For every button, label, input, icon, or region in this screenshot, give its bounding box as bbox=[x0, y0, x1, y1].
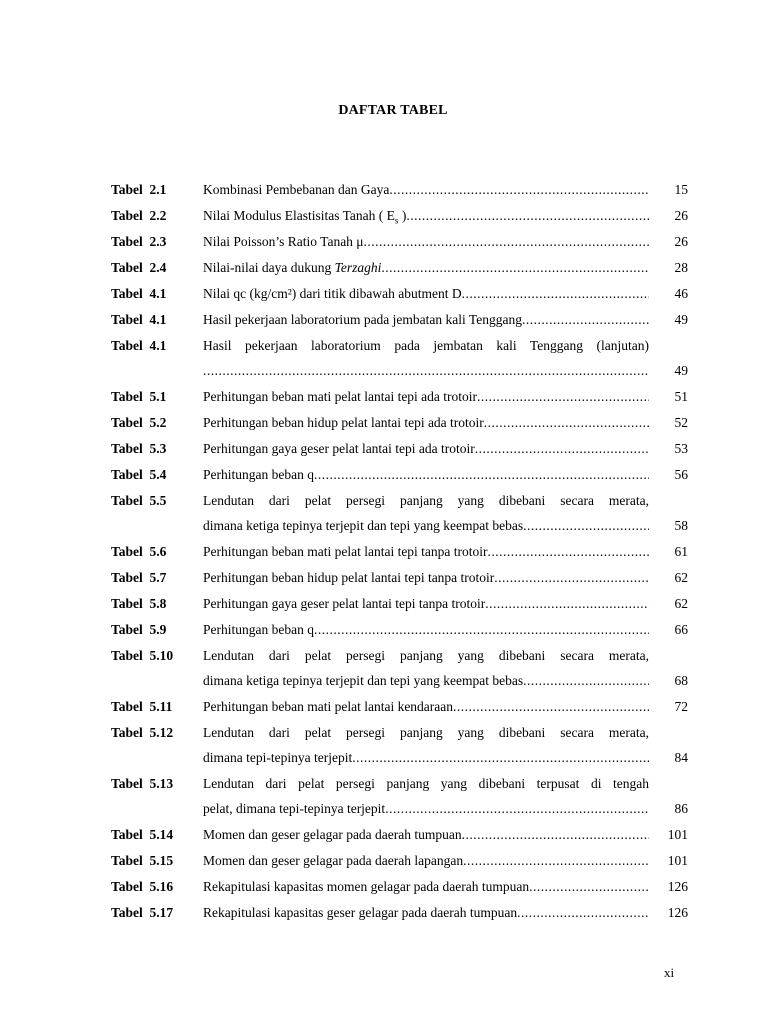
table-caption bbox=[203, 821, 649, 847]
table-label: Tabel 2.2 bbox=[111, 208, 167, 223]
caption-text: Momen dan geser gelagar pada daerah tumpuan bbox=[203, 827, 462, 842]
caption-line bbox=[203, 565, 649, 590]
dot-leader bbox=[314, 617, 649, 642]
page-ref: 66 bbox=[674, 622, 688, 637]
caption-line bbox=[203, 410, 649, 435]
caption-text: Perhitungan beban q bbox=[203, 622, 314, 637]
dot-leader bbox=[488, 539, 649, 564]
page-ref: 101 bbox=[667, 827, 688, 842]
table-caption bbox=[203, 693, 649, 719]
caption-text: Perhitungan gaya geser pelat lantai tepi tanpa trotoir bbox=[203, 596, 486, 611]
table-label: Tabel 2.4 bbox=[111, 260, 167, 275]
caption-text: Nilai qc (kg/cm²) dari titik dibawah abutment D bbox=[203, 286, 462, 301]
caption-line: Lendutan dari pelat persegi panjang yang dibebani secara merata, bbox=[203, 725, 649, 740]
caption-text: Kombinasi Pembebanan dan Gaya bbox=[203, 182, 390, 197]
table-caption bbox=[203, 332, 649, 383]
caption-text: Rekapitulasi kapasitas momen gelagar pada daerah tumpuan bbox=[203, 879, 530, 894]
caption-line bbox=[203, 796, 649, 821]
dot-leader bbox=[462, 822, 649, 847]
caption-text: Perhitungan gaya geser pelat lantai tepi ada trotoir bbox=[203, 441, 475, 456]
caption-text bbox=[203, 203, 406, 228]
caption-line bbox=[203, 539, 649, 564]
caption-line bbox=[203, 358, 649, 383]
caption-text: Perhitungan beban hidup pelat lantai tepi tanpa trotoir bbox=[203, 570, 495, 585]
toc-entry bbox=[111, 332, 691, 383]
toc-entry bbox=[111, 642, 691, 693]
page-ref: 53 bbox=[674, 441, 688, 456]
page-ref: 26 bbox=[674, 208, 688, 223]
caption-text: dimana ketiga tepinya terjepit dan tepi yang keempat bebas bbox=[203, 518, 524, 533]
toc-entry bbox=[111, 873, 691, 899]
caption-line bbox=[203, 745, 649, 770]
page-title: DAFTAR TABEL bbox=[338, 103, 448, 118]
dot-leader bbox=[494, 565, 649, 590]
toc-entry bbox=[111, 564, 691, 590]
table-label: Tabel 5.16 bbox=[111, 879, 174, 894]
caption-text: dimana ketiga tepinya terjepit dan tepi yang keempat bebas bbox=[203, 673, 524, 688]
table-caption bbox=[203, 616, 649, 642]
toc-entry bbox=[111, 202, 691, 228]
table-caption bbox=[203, 176, 649, 202]
caption-line bbox=[203, 874, 649, 899]
dot-leader bbox=[381, 255, 649, 280]
caption-text-part: Nilai-nilai daya dukung bbox=[203, 260, 335, 275]
caption-line bbox=[203, 462, 649, 487]
caption-line bbox=[203, 591, 649, 616]
page-ref: 28 bbox=[674, 260, 688, 275]
toc-entry bbox=[111, 409, 691, 435]
toc-entry bbox=[111, 616, 691, 642]
page-ref: 86 bbox=[674, 801, 688, 816]
toc-entry bbox=[111, 770, 691, 821]
caption-line: Lendutan dari pelat persegi panjang yang dibebani secara merata, bbox=[203, 648, 649, 663]
table-caption bbox=[203, 642, 649, 693]
table-caption bbox=[203, 435, 649, 461]
caption-text-part: ) bbox=[398, 208, 407, 223]
caption-line bbox=[203, 900, 649, 925]
dot-leader bbox=[475, 436, 649, 461]
table-caption bbox=[203, 383, 649, 409]
dot-leader bbox=[406, 203, 649, 228]
dot-leader bbox=[517, 900, 649, 925]
caption-line bbox=[203, 848, 649, 873]
page-ref: 62 bbox=[674, 570, 688, 585]
caption-line: Lendutan dari pelat persegi panjang yang dibebani terpusat di tengah bbox=[203, 776, 649, 791]
table-caption bbox=[203, 202, 649, 228]
caption-line bbox=[203, 229, 649, 254]
page-ref: 52 bbox=[674, 415, 688, 430]
table-label: Tabel 5.17 bbox=[111, 905, 174, 920]
caption-line bbox=[203, 513, 649, 538]
dot-leader bbox=[463, 848, 649, 873]
caption-text: Perhitungan beban q bbox=[203, 467, 314, 482]
caption-line bbox=[203, 668, 649, 693]
caption-italic: Terzaghi bbox=[334, 260, 382, 275]
dot-leader bbox=[523, 668, 649, 693]
page-ref: 68 bbox=[674, 673, 688, 688]
dot-leader bbox=[523, 513, 649, 538]
table-label: Tabel 4.1 bbox=[111, 286, 167, 301]
caption-line bbox=[203, 617, 649, 642]
table-caption bbox=[203, 719, 649, 770]
caption-line bbox=[203, 281, 649, 306]
dot-leader bbox=[352, 745, 649, 770]
caption-text: pelat, dimana tepi-tepinya terjepit bbox=[203, 801, 386, 816]
page-ref: 51 bbox=[674, 389, 688, 404]
dot-leader bbox=[477, 384, 649, 409]
table-caption bbox=[203, 590, 649, 616]
dot-leader bbox=[485, 591, 649, 616]
toc-entry bbox=[111, 847, 691, 873]
table-caption bbox=[203, 873, 649, 899]
caption-text: Perhitungan beban hidup pelat lantai tepi ada trotoir bbox=[203, 415, 484, 430]
caption-text bbox=[203, 255, 381, 280]
table-label: Tabel 2.1 bbox=[111, 182, 167, 197]
dot-leader bbox=[529, 874, 649, 899]
dot-leader bbox=[522, 307, 649, 332]
caption-text: Perhitungan beban mati pelat lantai tepi tanpa trotoir bbox=[203, 544, 488, 559]
caption-subscript: s bbox=[394, 215, 399, 226]
toc-entry bbox=[111, 383, 691, 409]
table-label: Tabel 5.14 bbox=[111, 827, 174, 842]
table-label: Tabel 5.13 bbox=[111, 776, 174, 791]
table-caption bbox=[203, 847, 649, 873]
caption-line bbox=[203, 177, 649, 202]
dot-leader bbox=[462, 281, 649, 306]
toc-entry bbox=[111, 821, 691, 847]
dot-leader bbox=[314, 462, 649, 487]
caption-line bbox=[203, 384, 649, 409]
table-caption bbox=[203, 228, 649, 254]
table-label: Tabel 5.7 bbox=[111, 570, 167, 585]
toc-entry bbox=[111, 176, 691, 202]
table-label: Tabel 4.1 bbox=[111, 338, 167, 353]
toc-entry bbox=[111, 280, 691, 306]
table-label: Tabel 5.8 bbox=[111, 596, 167, 611]
page-ref: 58 bbox=[674, 518, 688, 533]
toc-entry bbox=[111, 693, 691, 719]
toc-entry bbox=[111, 435, 691, 461]
page-ref: 15 bbox=[674, 182, 688, 197]
page-ref: 126 bbox=[667, 879, 688, 894]
table-caption bbox=[203, 461, 649, 487]
caption-text-part: Nilai Modulus Elastisitas Tanah ( E bbox=[203, 208, 395, 223]
table-label: Tabel 5.10 bbox=[111, 648, 174, 663]
table-caption bbox=[203, 487, 649, 538]
caption-text: Perhitungan beban mati pelat lantai tepi ada trotoir bbox=[203, 389, 478, 404]
table-caption bbox=[203, 899, 649, 925]
caption-text: dimana tepi-tepinya terjepit bbox=[203, 750, 353, 765]
table-label: Tabel 5.5 bbox=[111, 493, 167, 508]
dot-leader bbox=[364, 229, 649, 254]
caption-text: Hasil pekerjaan laboratorium pada jembatan kali Tenggang bbox=[203, 312, 522, 327]
caption-line: Lendutan dari pelat persegi panjang yang dibebani secara merata, bbox=[203, 493, 649, 508]
table-caption bbox=[203, 280, 649, 306]
toc-entry bbox=[111, 719, 691, 770]
caption-text: Rekapitulasi kapasitas geser gelagar pada daerah tumpuan bbox=[203, 905, 518, 920]
table-caption bbox=[203, 254, 649, 280]
page-ref: 62 bbox=[674, 596, 688, 611]
table-caption bbox=[203, 564, 649, 590]
table-label: Tabel 5.11 bbox=[111, 699, 173, 714]
table-label: Tabel 5.2 bbox=[111, 415, 167, 430]
dot-leader bbox=[453, 694, 649, 719]
caption-line bbox=[203, 694, 649, 719]
table-caption bbox=[203, 538, 649, 564]
caption-line bbox=[203, 307, 649, 332]
page-ref: 126 bbox=[667, 905, 688, 920]
toc-entry bbox=[111, 899, 691, 925]
toc-entry bbox=[111, 487, 691, 538]
page-ref: 61 bbox=[674, 544, 688, 559]
page-ref: 26 bbox=[674, 234, 688, 249]
table-label: Tabel 4.1 bbox=[111, 312, 167, 327]
caption-text: Perhitungan beban mati pelat lantai kendaraan bbox=[203, 699, 454, 714]
toc-entry bbox=[111, 228, 691, 254]
toc-entry bbox=[111, 254, 691, 280]
table-label: Tabel 5.4 bbox=[111, 467, 167, 482]
page-ref: 72 bbox=[674, 699, 688, 714]
caption-line bbox=[203, 255, 649, 280]
page-ref: 84 bbox=[674, 750, 688, 765]
dot-leader bbox=[203, 358, 649, 383]
toc-entry bbox=[111, 590, 691, 616]
table-caption bbox=[203, 409, 649, 435]
caption-text: Momen dan geser gelagar pada daerah lapangan bbox=[203, 853, 464, 868]
table-caption bbox=[203, 770, 649, 821]
page-ref: 56 bbox=[674, 467, 688, 482]
toc-entry bbox=[111, 538, 691, 564]
page-ref: 46 bbox=[674, 286, 688, 301]
page-ref: 49 bbox=[674, 363, 688, 378]
table-label: Tabel 2.3 bbox=[111, 234, 167, 249]
caption-line bbox=[203, 822, 649, 847]
caption-line: Hasil pekerjaan laboratorium pada jembatan kali Tenggang (lanjutan) bbox=[203, 338, 649, 353]
table-label: Tabel 5.1 bbox=[111, 389, 167, 404]
table-label: Tabel 5.12 bbox=[111, 725, 174, 740]
toc-entry bbox=[111, 461, 691, 487]
table-label: Tabel 5.15 bbox=[111, 853, 174, 868]
table-label: Tabel 5.9 bbox=[111, 622, 167, 637]
dot-leader bbox=[385, 796, 649, 821]
page-ref: 49 bbox=[674, 312, 688, 327]
dot-leader bbox=[484, 410, 649, 435]
caption-line bbox=[203, 203, 649, 228]
table-label: Tabel 5.3 bbox=[111, 441, 167, 456]
table-label: Tabel 5.6 bbox=[111, 544, 167, 559]
page-ref: 101 bbox=[667, 853, 688, 868]
caption-text: Nilai Poisson’s Ratio Tanah μ bbox=[203, 234, 364, 249]
dot-leader bbox=[389, 177, 649, 202]
table-list bbox=[111, 176, 691, 925]
caption-line bbox=[203, 436, 649, 461]
table-caption bbox=[203, 306, 649, 332]
page-number: xi bbox=[664, 965, 675, 980]
toc-entry bbox=[111, 306, 691, 332]
